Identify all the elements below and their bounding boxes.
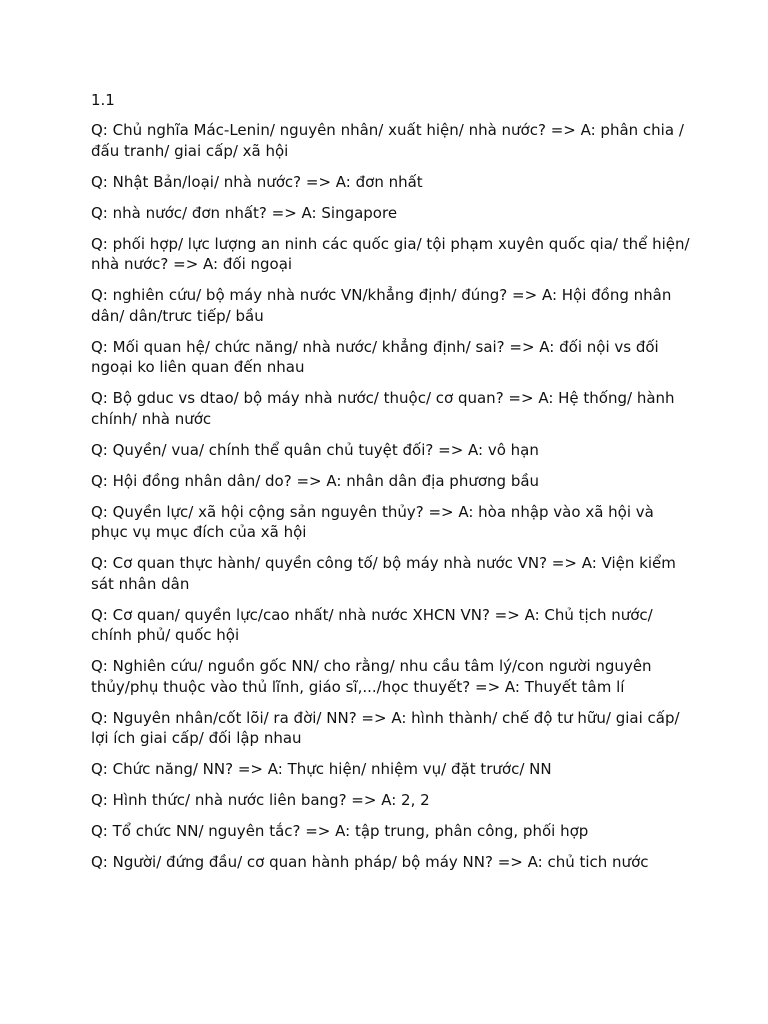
document-body [91,89,691,883]
qa-item: Q: Hình thức/ nhà nước liên bang? => A: 2, 2 [91,791,430,809]
qa-list [91,120,691,873]
qa-item: Q: Người/ đứng đầu/ cơ quan hành pháp/ bộ máy NN? => A: chủ tich nước [91,853,649,871]
qa-item: Q: Cơ quan thực hành/ quyền công tố/ bộ máy nhà nước VN? => A: Viện kiểm sát nhân dân [91,554,676,593]
qa-item: Q: Chức năng/ NN? => A: Thực hiện/ nhiệm vụ/ đặt trước/ NN [91,760,552,778]
section-heading: 1.1 [91,91,115,109]
qa-item: Q: Cơ quan/ quyền lực/cao nhất/ nhà nước XHCN VN? => A: Chủ tịch nước/ chính phủ/ quốc hội [91,605,653,644]
qa-item: Q: Bộ gduc vs dtao/ bộ máy nhà nước/ thuộc/ cơ quan? => A: Hệ thống/ hành chính/ nhà nước [91,389,675,428]
qa-item: Q: Quyền lực/ xã hội cộng sản nguyên thủy? => A: hòa nhập vào xã hội và phục vụ mục đích của xã hội [91,502,654,541]
qa-item: Q: phối hợp/ lực lượng an ninh các quốc gia/ tội phạm xuyên quốc qia/ thể hiện/ nhà nước? => A: đối ngoại [91,234,690,273]
qa-item: Q: Nhật Bản/loại/ nhà nước? => A: đơn nhất [91,172,423,191]
qa-item: Q: Quyền/ vua/ chính thể quân chủ tuyệt đối? => A: vô hạn [91,440,539,459]
qa-item: Q: Nghiên cứu/ nguồn gốc NN/ cho rằng/ nhu cầu tâm lý/con người nguyên thủy/phụ thuộc vào thủ lĩnh, giáo sĩ,.../học thuyết? => A: Thuyết tâm lí [91,657,652,696]
qa-item: Q: nghiên cứu/ bộ máy nhà nước VN/khẳng định/ đúng? => A: Hội đồng nhân dân/ dân/trưc tiếp/ bầu [91,286,672,325]
qa-item: Q: Nguyên nhân/cốt lõi/ ra đời/ NN? => A: hình thành/ chế độ tư hữu/ giai cấp/ lợi ích giai cấp/ đối lập nhau [91,708,680,747]
qa-item: Q: Hội đồng nhân dân/ do? => A: nhân dân địa phương bầu [91,471,540,490]
qa-item: Q: Chủ nghĩa Mác-Lenin/ nguyên nhân/ xuất hiện/ nhà nước? => A: phân chia / đấu tranh/ giai cấp/ xã hội [91,121,684,160]
qa-item: Q: nhà nước/ đơn nhất? => A: Singapore [91,203,398,222]
qa-item: Q: Tổ chức NN/ nguyên tắc? => A: tập trung, phân công, phối hợp [91,822,589,840]
qa-item: Q: Mối quan hệ/ chức năng/ nhà nước/ khẳng định/ sai? => A: đối nội vs đối ngoại ko liên quan đến nhau [91,337,659,376]
